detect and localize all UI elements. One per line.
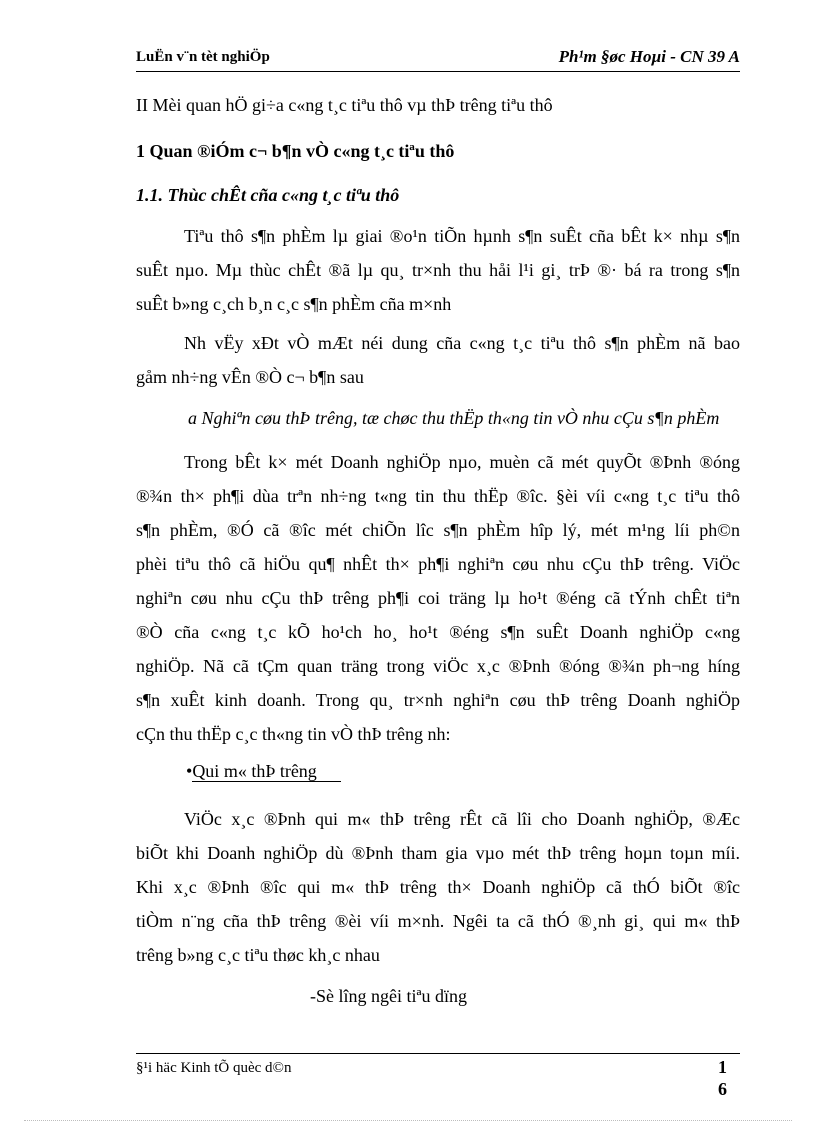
paragraph-line: s¶n phÈm, ®Ó cã ®îc mét chiÕn lîc s¶n phÈm hîp lý, mét m¹ng líi ph©n [136, 520, 740, 540]
subheading-a: a Nghiªn cøu thÞ trêng, tæ chøc thu thËp th«ng tin vÒ nhu cÇu s¶n phÈm [188, 408, 720, 428]
page-header [136, 47, 740, 72]
page-number-digit-1: 1 [718, 1057, 727, 1077]
paragraph-line: Nh vËy xÐt vÒ mÆt néi dung cña c«ng t¸c tiªu thô s¶n phÈm nã bao [184, 333, 740, 353]
page-number-digit-2: 6 [718, 1079, 727, 1099]
paragraph-line: ViÖc x¸c ®Þnh qui m« thÞ trêng rÊt cã lîi cho Doanh nghiÖp, ®Æc [184, 809, 740, 829]
paragraph-line: suÊt nµo. Mµ thùc chÊt ®ã lµ qu¸ tr×nh thu håi l¹i gi¸ trÞ ®· bá ra trong s¶n [136, 260, 740, 280]
header-author: Ph¹m §øc Hoµi - CN 39 A [558, 47, 740, 66]
paragraph-line: ®Ò cña c«ng t¸c kÕ ho¹ch ho¸ ho¹t ®éng s¶n suÊt Doanh nghiÖp c«ng [136, 622, 740, 642]
paragraph-line: phèi tiªu thô cã hiÖu qu¶ nhÊt th× ph¶i nghiªn cøu nhu cÇu thÞ trêng. ViÖc [136, 554, 740, 574]
paragraph-line: suÊt b»ng c¸ch b¸n c¸c s¶n phÈm cña m×nh [136, 294, 452, 314]
paragraph-line: nghiÖp. Nã cã tÇm quan träng trong viÖc x¸c ®Þnh ®óng ®¾n ph¬ng híng [136, 656, 740, 676]
heading-1-1: 1.1. Thùc chÊt cña c«ng t¸c tiªu thô [136, 185, 400, 205]
paragraph-line: cÇn thu thËp c¸c th«ng tin vÒ thÞ trêng nh: [136, 724, 451, 744]
footer-university: §¹i häc Kinh tÕ quèc d©n [136, 1060, 292, 1076]
paragraph-line: nghiªn cøu nhu cÇu thÞ trêng ph¶i coi träng lµ ho¹t ®éng cã tÝnh chÊt tiªn [136, 588, 740, 608]
paragraph-line: Tiªu thô s¶n phÈm lµ giai ®o¹n tiÕn hµnh s¶n suÊt cña bÊt k× nhµ s¶n [184, 226, 740, 246]
footer-rule [136, 1053, 740, 1054]
bullet-label: Qui m« thÞ trêng [192, 761, 341, 782]
paragraph-line: Khi x¸c ®Þnh ®îc qui m« thÞ trêng th× Doanh nghiÖp cã thÓ biÕt ®îc [136, 877, 740, 897]
paragraph-line: trêng b»ng c¸c tiªu thøc kh¸c nhau [136, 945, 380, 965]
paragraph-line: gåm nh÷ng vÊn ®Ò c¬ b¶n sau [136, 367, 364, 387]
header-thesis-label: LuËn v¨n tèt nghiÖp [136, 49, 270, 65]
bullet-item [186, 761, 740, 782]
paragraph-line: Trong bÊt k× mét Doanh nghiÖp nµo, muèn cã mét quyÕt ®Þnh ®óng [184, 452, 740, 472]
list-item: -Sè lîng ngêi tiªu dïng [310, 986, 467, 1006]
paragraph-line: ®¾n th× ph¶i dùa trªn nh÷ng t«ng tin thu thËp ®îc. §èi víi c«ng t¸c tiªu thô [136, 486, 740, 506]
paragraph-line: s¶n xuÊt kinh doanh. Trong qu¸ tr×nh nghiªn cøu thÞ trêng Doanh nghiÖp [136, 690, 740, 710]
section-title: II Mèi quan hÖ gi÷a c«ng t¸c tiªu thô vµ thÞ trêng tiªu thô [136, 95, 553, 115]
heading-1: 1 Quan ®iÓm c¬ b¶n vÒ c«ng t¸c tiªu thô [136, 141, 455, 161]
bullet-icon: • [186, 761, 193, 781]
paragraph-line: tiÒm n¨ng cña thÞ trêng ®èi víi m×nh. Ngêi ta cã thÓ ®¸nh gi¸ qui m« thÞ [136, 911, 740, 931]
paragraph-line: biÕt khi Doanh nghiÖp dù ®Þnh tham gia vµo mét thÞ trêng hoµn toµn míi. [136, 843, 740, 863]
page-edge [24, 1120, 792, 1121]
